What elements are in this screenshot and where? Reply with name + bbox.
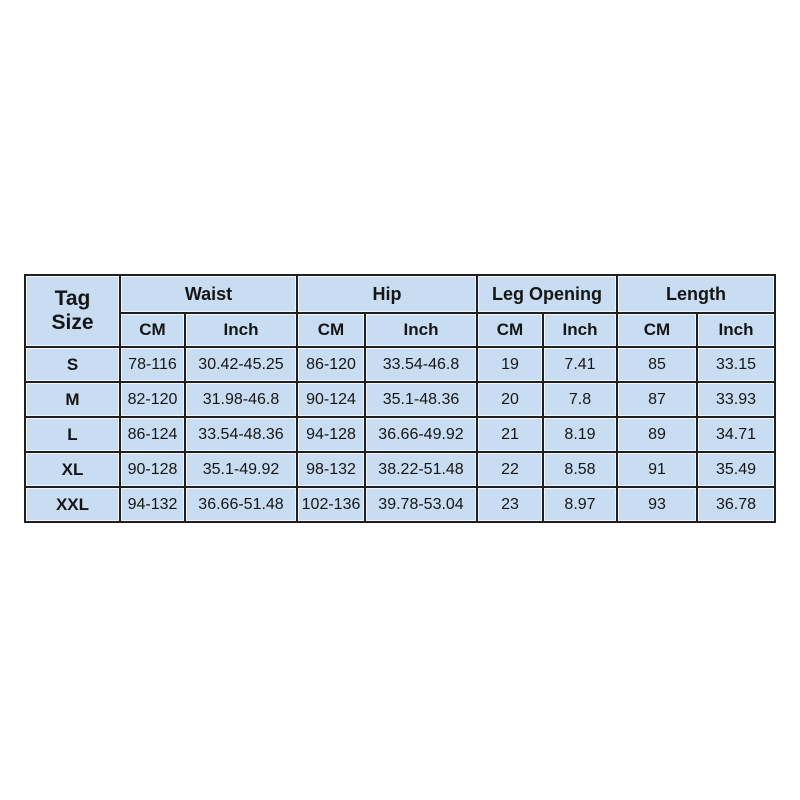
length-cm-header: CM [617,313,697,347]
cell-leg-opening-cm: 22 [477,452,543,487]
leg-opening-header: Leg Opening [477,275,617,313]
header-group-row [25,275,775,313]
size-label: XL [25,452,120,487]
cell-hip-inch: 33.54-46.8 [365,347,477,382]
cell-waist-cm: 86-124 [120,417,185,452]
hip-cm-header: CM [297,313,365,347]
tag-size-line2: Size [51,311,94,334]
header-unit-row [25,313,775,347]
cell-leg-opening-inch: 8.19 [543,417,617,452]
cell-length-inch: 33.93 [697,382,775,417]
cell-length-cm: 91 [617,452,697,487]
cell-leg-opening-cm: 21 [477,417,543,452]
size-label: L [25,417,120,452]
cell-waist-inch: 31.98-46.8 [185,382,297,417]
cell-length-cm: 89 [617,417,697,452]
size-row-xl [25,452,775,487]
waist-header: Waist [120,275,297,313]
cell-leg-opening-inch: 8.58 [543,452,617,487]
cell-hip-inch: 36.66-49.92 [365,417,477,452]
cell-length-inch: 36.78 [697,487,775,522]
cell-leg-opening-inch: 7.41 [543,347,617,382]
cell-waist-cm: 90-128 [120,452,185,487]
cell-waist-cm: 78-116 [120,347,185,382]
size-chart [24,274,776,523]
cell-waist-inch: 33.54-48.36 [185,417,297,452]
size-row-l [25,417,775,452]
length-inch-header: Inch [697,313,775,347]
waist-cm-header: CM [120,313,185,347]
cell-length-cm: 87 [617,382,697,417]
size-row-m [25,382,775,417]
cell-waist-cm: 94-132 [120,487,185,522]
cell-leg-opening-inch: 8.97 [543,487,617,522]
cell-waist-cm: 82-120 [120,382,185,417]
cell-length-inch: 33.15 [697,347,775,382]
cell-length-cm: 93 [617,487,697,522]
cell-hip-cm: 102-136 [297,487,365,522]
cell-hip-inch: 39.78-53.04 [365,487,477,522]
hip-inch-header: Inch [365,313,477,347]
cell-waist-inch: 35.1-49.92 [185,452,297,487]
cell-hip-cm: 98-132 [297,452,365,487]
size-row-xxl [25,487,775,522]
cell-hip-inch: 35.1-48.36 [365,382,477,417]
cell-leg-opening-inch: 7.8 [543,382,617,417]
tag-size-line1: Tag [54,286,91,310]
cell-leg-opening-cm: 23 [477,487,543,522]
cell-length-cm: 85 [617,347,697,382]
cell-hip-cm: 86-120 [297,347,365,382]
cell-waist-inch: 30.42-45.25 [185,347,297,382]
leg-opening-inch-header: Inch [543,313,617,347]
size-label: XXL [25,487,120,522]
size-label: M [25,382,120,417]
tag-size-header [25,275,120,347]
size-chart-table [24,274,776,523]
cell-leg-opening-cm: 19 [477,347,543,382]
cell-hip-cm: 94-128 [297,417,365,452]
hip-header: Hip [297,275,477,313]
size-label: S [25,347,120,382]
cell-waist-inch: 36.66-51.48 [185,487,297,522]
cell-hip-inch: 38.22-51.48 [365,452,477,487]
waist-inch-header: Inch [185,313,297,347]
cell-leg-opening-cm: 20 [477,382,543,417]
size-row-s [25,347,775,382]
cell-length-inch: 34.71 [697,417,775,452]
leg-opening-cm-header: CM [477,313,543,347]
cell-hip-cm: 90-124 [297,382,365,417]
cell-length-inch: 35.49 [697,452,775,487]
length-header: Length [617,275,775,313]
